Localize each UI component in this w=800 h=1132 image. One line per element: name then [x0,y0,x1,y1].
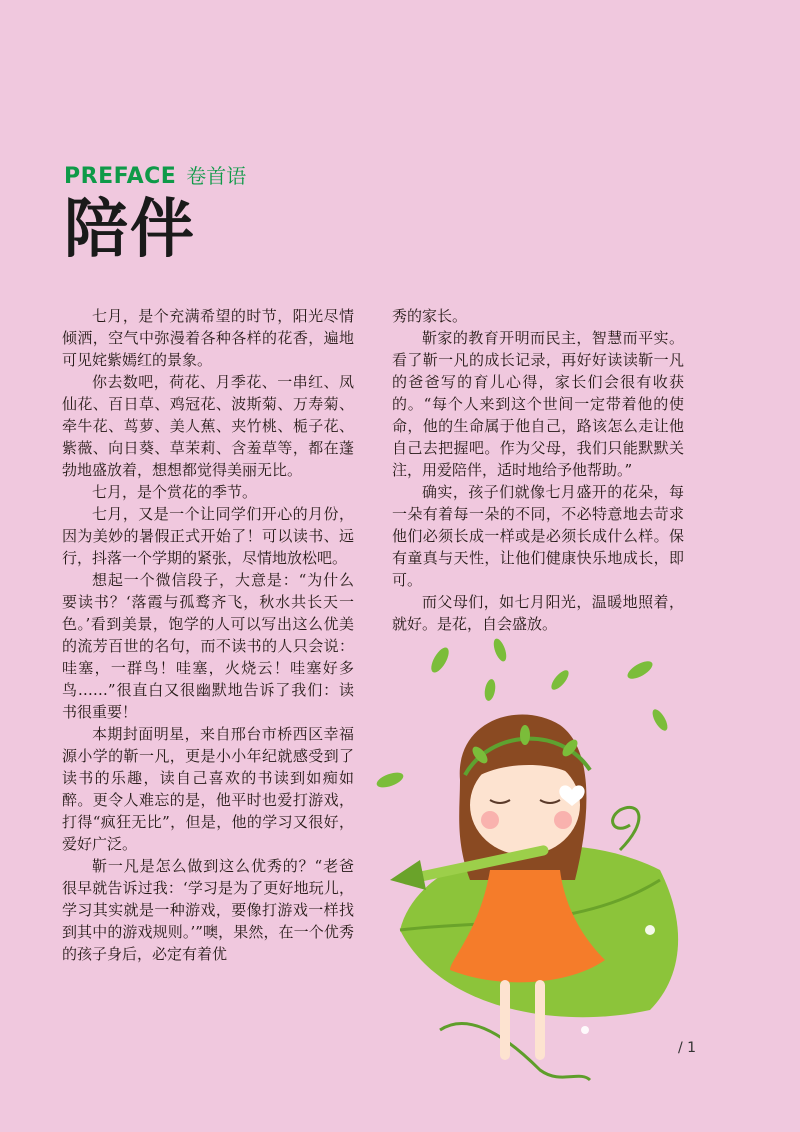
paragraph: 靳一凡是怎么做到这么优秀的？“老爸很早就告诉过我：‘学习是为了更好地玩儿，学习其实就是一种游戏，要像打游戏一样找到其中的游戏规则。’”噢，果然，在一个优秀的孩子身后，必定有着优 [62,857,354,963]
paragraph: 你去数吧，荷花、月季花、一串红、凤仙花、百日草、鸡冠花、波斯菊、万寿菊、牵牛花、茑萝、美人蕉、夹竹桃、栀子花、紫薇、向日葵、草茉莉、含羞草等，都在蓬勃地盛放着，想想都觉得美丽无比。 [62,373,354,479]
preface-header [64,160,246,189]
paragraph: 而父母们，如七月阳光，温暖地照着，就好。是花，自会盛放。 [392,593,684,633]
paragraph: 七月，又是一个让同学们开心的月份，因为美妙的暑假正式开始了！可以读书、远行，抖落一个学期的紧张，尽情地放松吧。 [62,505,354,567]
paragraph: 确实，孩子们就像七月盛开的花朵，每一朵有着每一朵的不同，不必特意地去苛求他们必须长成一样或是必须长成什么样。保有童真与天性，让他们健康快乐地成长，即可。 [392,483,684,589]
paragraph: 靳家的教育开明而民主，智慧而平实。看了靳一凡的成长记录，再好好读读靳一凡的爸爸写的育儿心得，家长们会很有收获的。“每个人来到这个世间一定带着他的使命，他的生命属于他自己，路该怎么走让他自己去把握吧。作为父母，我们只能默默关注，用爱陪伴，适时地给予他帮助。” [392,329,684,479]
paragraph: 七月，是个赏花的季节。 [92,483,258,501]
article-title: 陪伴 [64,193,196,267]
paragraph: 七月，是个充满希望的时节，阳光尽情倾洒，空气中弥漫着各种各样的花香，遍地可见姹紫嫣红的景象。 [62,307,354,369]
preface-label-cn: 卷首语 [186,164,247,188]
girl-playing-flute-on-leaf-illustration [360,630,700,1090]
preface-label: PREFACE [64,164,177,189]
paragraph-continuation: 秀的家长。 [392,307,468,325]
right-column [392,305,684,635]
left-column [62,305,354,965]
paragraph: 本期封面明星，来自邢台市桥西区幸福源小学的靳一凡，更是小小年纪就感受到了读书的乐趣，读自己喜欢的书读到如痴如醉。更令人难忘的是，他平时也爱打游戏，打得“疯狂无比”，但是，他的学习又很好，爱好广泛。 [62,725,354,853]
page-number: / 1 [678,1040,697,1056]
paragraph: 想起一个微信段子，大意是：“为什么要读书？‘落霞与孤鹜齐飞，秋水共长天一色。’看到美景，饱学的人可以写出这么优美的流芳百世的名句，而不读书的人只会说：哇塞，一群鸟！哇塞，火烧云！哇塞好多鸟……”很直白又很幽默地告诉了我们：读书很重要！ [62,571,354,721]
